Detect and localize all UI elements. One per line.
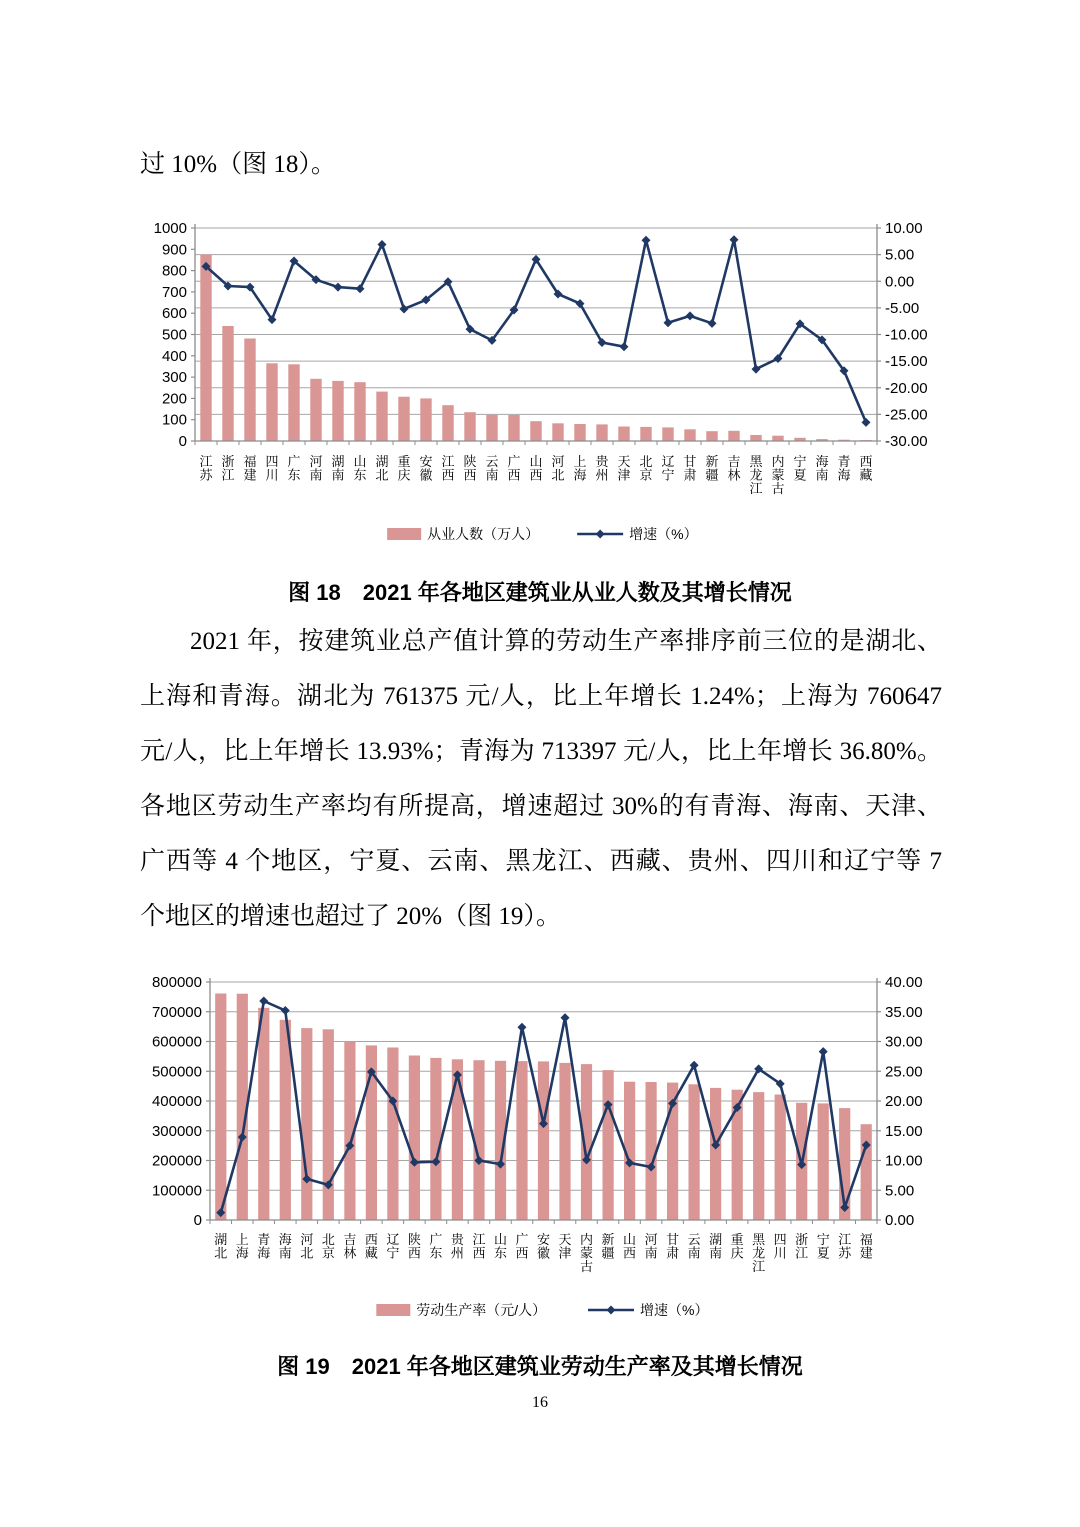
marker-海南 (281, 1006, 290, 1015)
bar-河北 (552, 423, 563, 441)
marker-西藏 (862, 418, 871, 427)
x-category-label: 云南 (687, 1232, 701, 1261)
marker-陕西 (466, 325, 475, 334)
bar-贵州 (452, 1059, 463, 1220)
marker-宁夏 (819, 1047, 828, 1056)
bar-四川 (266, 363, 277, 441)
x-category-label: 海南 (278, 1232, 292, 1261)
paragraph-line: 个地区的增速也超过了 20%（图 19）。 (140, 903, 561, 930)
bar-陕西 (409, 1056, 420, 1221)
bar-甘肃 (684, 429, 695, 441)
x-category-label: 黑龙江 (749, 454, 763, 496)
x-category-label: 安徽 (536, 1232, 551, 1261)
bar-重庆 (398, 397, 409, 441)
bar-湖南 (332, 381, 343, 441)
bar-陕西 (464, 412, 475, 441)
marker-辽宁 (664, 318, 673, 327)
figure19-plot (140, 954, 940, 1340)
left-axis-label: 700 (161, 283, 187, 301)
x-category-label: 广西 (515, 1232, 529, 1261)
bar-天津 (559, 1063, 570, 1220)
x-category-label: 北京 (321, 1232, 335, 1261)
bar-安徽 (538, 1061, 549, 1220)
x-category-label: 安徽 (419, 454, 433, 483)
bar-江西 (442, 405, 453, 441)
paragraph-line: 各地区劳动生产率均有所提高，增速超过 30%的有青海、海南、天津、 (140, 793, 942, 820)
right-axis-label: 5.00 (885, 1182, 915, 1200)
left-axis-label: 700000 (151, 1003, 202, 1021)
x-category-label: 重庆 (397, 454, 411, 483)
x-category-label: 甘肃 (683, 454, 697, 483)
left-axis-label: 500 (161, 326, 187, 344)
x-category-label: 广东 (429, 1232, 443, 1261)
legend-bar-label: 从业人数（万人） (427, 526, 540, 542)
x-category-label: 江西 (472, 1232, 486, 1261)
left-axis-label: 600 (161, 305, 187, 323)
bar-湖南 (710, 1088, 721, 1220)
x-category-label: 天津 (617, 454, 631, 483)
marker-湖北 (378, 240, 387, 249)
x-category-label: 福建 (243, 454, 257, 483)
x-category-label: 西藏 (364, 1232, 378, 1261)
x-category-label: 辽宁 (661, 454, 675, 483)
x-category-label: 黑龙江 (752, 1232, 766, 1274)
right-axis-label: -20.00 (885, 379, 928, 397)
figure18-plot (140, 208, 940, 566)
x-category-label: 上海 (573, 454, 587, 483)
x-category-label: 广东 (287, 454, 301, 483)
bar-广西 (508, 415, 519, 441)
right-axis-label: 40.00 (885, 974, 923, 991)
legend-line-marker (607, 1306, 616, 1315)
paragraph-line: 元/人，比上年增长 13.93%；青海为 713397 元/人，比上年增长 36.80%。 (140, 738, 942, 765)
figure18-chart (140, 208, 940, 566)
x-category-label: 青海 (257, 1232, 271, 1261)
x-category-label: 山西 (529, 454, 543, 483)
marker-吉林 (730, 235, 739, 244)
bar-福建 (244, 339, 255, 442)
x-category-label: 河北 (300, 1232, 314, 1261)
left-axis-label: 100 (161, 411, 187, 429)
figure19-caption: 图 19 2021 年各地区建筑业劳动生产率及其增长情况 (277, 1354, 803, 1379)
left-axis-label: 400000 (151, 1093, 202, 1110)
x-category-label: 宁夏 (793, 454, 807, 483)
x-category-label: 浙江 (221, 454, 235, 483)
x-category-label: 山西 (623, 1232, 637, 1261)
x-category-label: 江苏 (199, 454, 213, 483)
x-category-label: 江苏 (838, 1232, 852, 1261)
bar-贵州 (596, 424, 607, 441)
bar-河北 (301, 1028, 312, 1220)
x-category-label: 内蒙古 (771, 454, 785, 496)
x-category-label: 贵州 (450, 1232, 464, 1261)
bar-湖北 (215, 994, 226, 1221)
paragraph-line: 广西等 4 个地区，宁夏、云南、黑龙江、西藏、贵州、四川和辽宁等 7 (140, 848, 942, 875)
x-category-label: 吉林 (727, 454, 741, 483)
x-category-label: 湖南 (709, 1232, 723, 1261)
x-category-label: 北京 (639, 454, 653, 483)
x-category-label: 内蒙古 (580, 1232, 594, 1274)
legend-line-marker (596, 530, 605, 539)
x-category-label: 陕西 (463, 454, 477, 483)
right-axis-label: 20.00 (885, 1093, 923, 1110)
bar-辽宁 (662, 427, 673, 441)
bar-安徽 (420, 398, 431, 441)
marker-广西 (517, 1023, 526, 1032)
x-category-label: 河北 (551, 454, 565, 483)
x-category-label: 重庆 (730, 1232, 744, 1261)
left-axis-label: 300000 (151, 1122, 202, 1140)
right-axis-label: 0.00 (885, 273, 915, 291)
right-axis-label: 15.00 (885, 1122, 923, 1140)
x-category-label: 四川 (265, 454, 279, 483)
x-category-label: 福建 (859, 1232, 873, 1261)
left-axis-label: 300 (161, 369, 187, 387)
bar-吉林 (728, 431, 739, 441)
left-axis-label: 200 (161, 390, 187, 408)
bar-广东 (288, 364, 299, 441)
x-category-label: 广西 (507, 454, 521, 483)
left-axis-label: 0 (178, 433, 187, 450)
bar-云南 (689, 1084, 700, 1220)
x-category-label: 辽宁 (386, 1232, 400, 1261)
x-category-label: 河南 (309, 454, 323, 483)
x-category-label: 青海 (837, 454, 851, 483)
legend-bar-swatch (376, 1304, 410, 1316)
x-category-label: 四川 (773, 1232, 787, 1261)
x-category-label: 湖北 (214, 1232, 228, 1261)
bar-广东 (430, 1058, 441, 1220)
bar-山西 (530, 421, 541, 441)
x-category-label: 江西 (441, 454, 455, 483)
x-category-label: 宁夏 (816, 1232, 830, 1261)
legend-bar-swatch (387, 528, 421, 540)
left-axis-label: 600000 (151, 1033, 202, 1051)
right-axis-label: 10.00 (885, 1152, 923, 1170)
bar-广西 (516, 1061, 527, 1220)
bar-黑龙江 (753, 1092, 764, 1220)
body-text-line: 过 10%（图 18）。 (140, 151, 336, 178)
x-category-label: 河南 (644, 1232, 658, 1261)
bar-浙江 (222, 326, 233, 441)
bar-新疆 (603, 1070, 614, 1220)
bar-河南 (310, 379, 321, 441)
paragraph-line: 上海和青海。湖北为 761375 元/人，比上年增长 1.24%；上海为 760647 (140, 683, 942, 710)
x-category-label: 海南 (815, 454, 829, 483)
right-axis-label: -30.00 (885, 433, 928, 450)
x-category-label: 上海 (235, 1232, 249, 1261)
bar-山东 (354, 382, 365, 441)
bar-内蒙古 (772, 436, 783, 441)
right-axis-label: -25.00 (885, 406, 928, 424)
marker-新疆 (708, 319, 717, 328)
x-category-label: 贵州 (595, 454, 609, 483)
marker-甘肃 (686, 311, 695, 320)
bar-青海 (258, 1008, 269, 1220)
page-number: 16 (532, 1394, 548, 1411)
x-category-label: 天津 (558, 1232, 572, 1261)
right-axis-label: -15.00 (885, 353, 928, 371)
marker-青海 (259, 997, 268, 1006)
legend-line-label: 增速（%） (640, 1302, 709, 1318)
bar-辽宁 (387, 1048, 398, 1221)
marker-山东 (356, 284, 365, 293)
left-axis-label: 200000 (151, 1152, 202, 1170)
right-axis-label: 10.00 (885, 220, 923, 237)
x-category-label: 浙江 (795, 1232, 809, 1261)
bar-宁夏 (818, 1103, 829, 1220)
left-axis-label: 800 (161, 262, 187, 280)
legend-line-label: 增速（%） (629, 526, 698, 542)
x-category-label: 新疆 (601, 1232, 615, 1261)
x-category-label: 山东 (493, 1232, 507, 1261)
marker-天津 (561, 1013, 570, 1022)
x-category-label: 新疆 (705, 454, 719, 483)
left-axis-label: 0 (193, 1212, 202, 1229)
bar-湖北 (376, 392, 387, 441)
bar-云南 (486, 415, 497, 441)
left-axis-label: 500000 (151, 1063, 202, 1081)
bar-新疆 (706, 431, 717, 441)
paragraph-line: 2021 年，按建筑业总产值计算的劳动生产率排序前三位的是湖北、 (190, 628, 942, 655)
left-axis-label: 1000 (153, 220, 187, 237)
right-axis-label: -10.00 (885, 326, 928, 344)
right-axis-label: 0.00 (885, 1212, 915, 1229)
x-category-label: 甘肃 (666, 1232, 680, 1261)
x-category-label: 湖南 (331, 454, 345, 483)
left-axis-label: 100000 (151, 1182, 202, 1200)
bar-北京 (323, 1029, 334, 1220)
figure19-chart (140, 954, 940, 1340)
left-axis-label: 400 (161, 347, 187, 365)
bar-天津 (618, 427, 629, 442)
legend-bar-label: 劳动生产率（元/人） (416, 1302, 547, 1318)
marker-天津 (620, 342, 629, 351)
right-axis-label: 30.00 (885, 1033, 923, 1051)
right-axis-label: 25.00 (885, 1063, 923, 1081)
x-category-label: 西藏 (859, 454, 873, 483)
bar-福建 (861, 1124, 872, 1220)
x-category-label: 吉林 (343, 1232, 357, 1261)
marker-黑龙江 (752, 365, 761, 374)
growth-line (206, 240, 866, 423)
bar-上海 (574, 424, 585, 441)
body-paragraph (140, 614, 942, 944)
marker-湖南 (334, 283, 343, 292)
bar-黑龙江 (750, 435, 761, 441)
marker-重庆 (400, 304, 409, 313)
bar-北京 (640, 427, 651, 441)
bar-江苏 (200, 254, 211, 441)
bar-四川 (775, 1095, 786, 1221)
bar-河南 (646, 1082, 657, 1220)
x-category-label: 湖北 (375, 454, 389, 483)
right-axis-label: 5.00 (885, 246, 915, 264)
left-axis-label: 800000 (151, 974, 202, 991)
figure18-caption: 图 18 2021 年各地区建筑业从业人数及其增长情况 (288, 580, 792, 605)
left-axis-label: 900 (161, 241, 187, 259)
x-category-label: 云南 (485, 454, 499, 483)
marker-北京 (642, 236, 651, 245)
x-category-label: 山东 (353, 454, 367, 483)
x-category-label: 陕西 (407, 1232, 421, 1261)
right-axis-label: 35.00 (885, 1003, 923, 1021)
right-axis-label: -5.00 (885, 299, 920, 317)
